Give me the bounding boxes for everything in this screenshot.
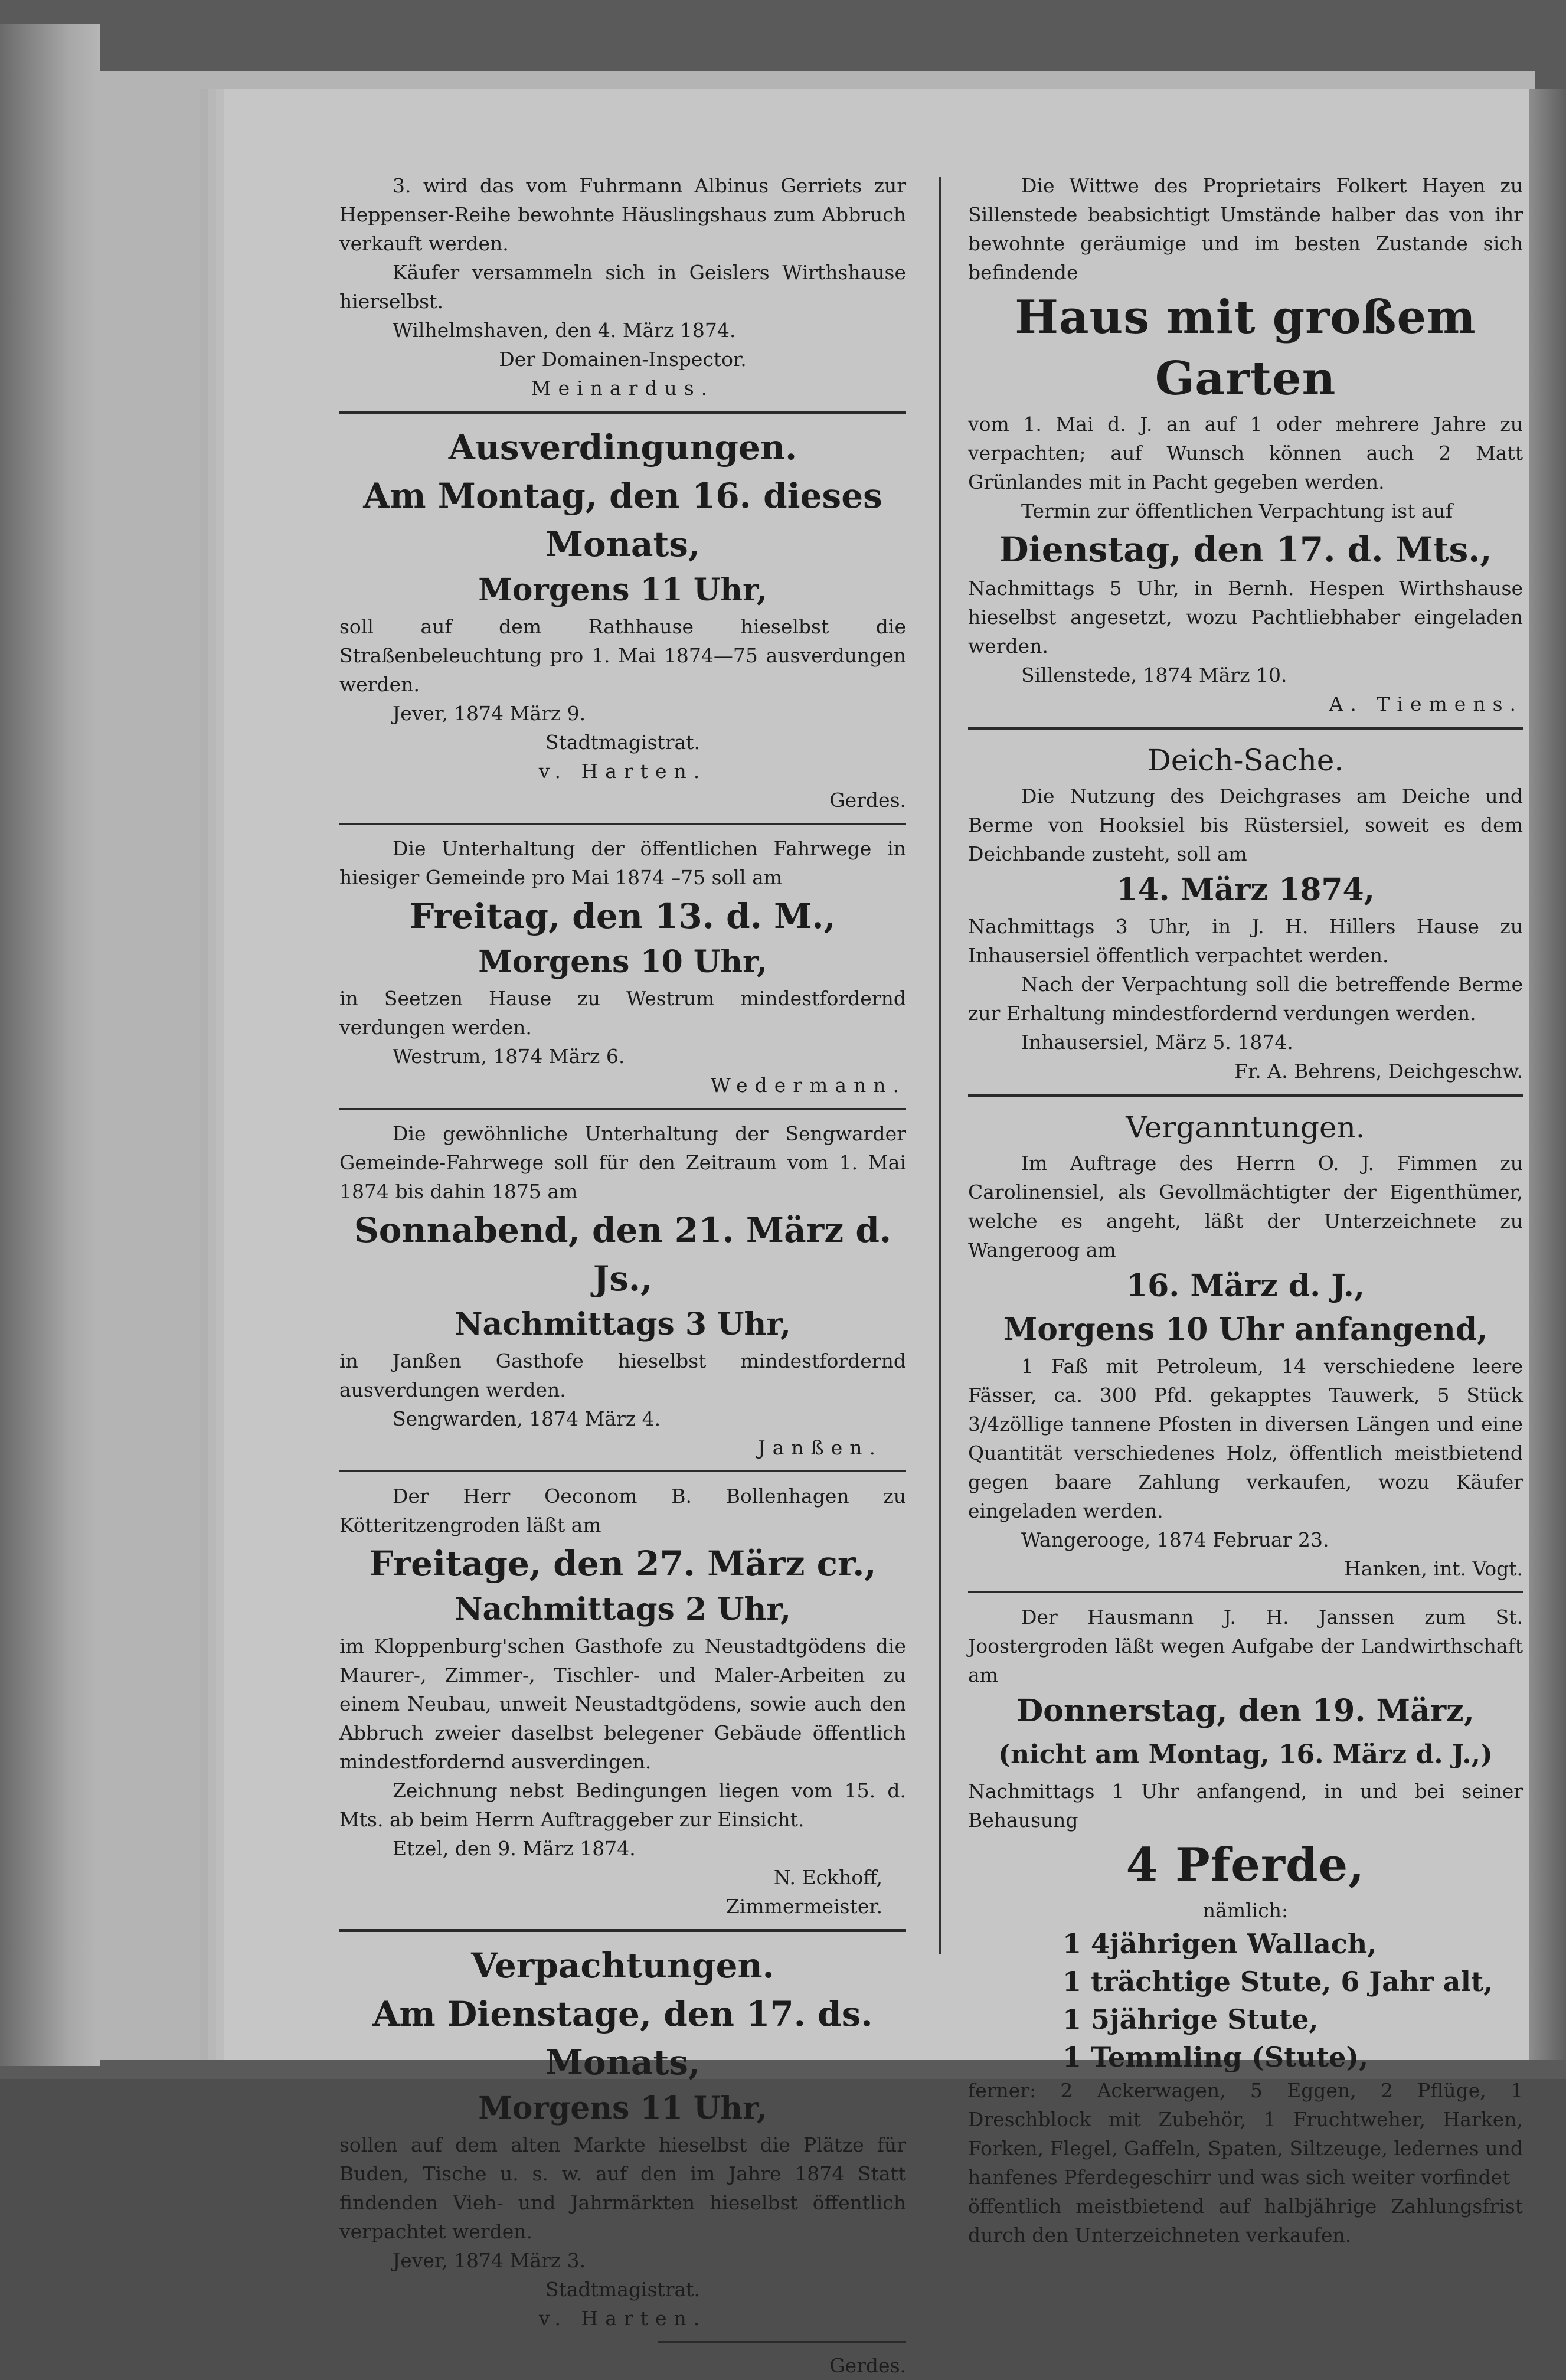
section-heading: Ausverdingungen. [448,427,797,468]
rule [339,1470,906,1472]
notice-time-line: Morgens 11 Uhr, [478,572,767,608]
rule [339,1929,906,1932]
notice-signature: v. Harten. [538,2307,707,2330]
notice-date-line: Am Montag, den 16. dieses Monats, [363,476,882,564]
notice-text: Im Auftrage des Herrn O. J. Fimmen zu Carolinensiel, als Gevollmächtigter der Eigenthümer, welche es angeht, läßt der Unterzeichnete zu Wangeroog am [968,1152,1523,1261]
notice-date-line: 14. März 1874, [1116,872,1375,908]
notice-ausverdingungen [339,423,906,815]
notice-signature: Fr. A. Behrens, Deichgeschw. [1234,1060,1523,1083]
notice-text: Nachmittags 3 Uhr, in J. H. Hillers Hause zu Inhausersiel öffentlich verpachtet werden. [968,915,1523,967]
notice-text: Der Hausmann J. H. Janssen zum St. Joostergroden läßt wegen Aufgabe der Landwirthschaft am [968,1606,1523,1686]
notice-heppenser [339,171,906,403]
notice-date-line: Dienstag, den 17. d. Mts., [999,529,1492,570]
notice-time-line: Morgens 10 Uhr, [478,944,767,980]
notice-text: Die Unterhaltung der öffentlichen Fahrwege in hiesiger Gemeinde pro Mai 1874 –75 soll am [339,837,906,889]
notice-text: Die Wittwe des Proprietairs Folkert Hayen zu Sillenstede beabsichtigt Umstände halber das von ihr bewohnte geräumige und im besten Zustande sich befindende [968,174,1523,284]
notice-authority: Der Domainen-Inspector. [499,348,747,371]
notice-bollenhagen [339,1482,906,1921]
notice-place-date: Etzel, den 9. März 1874. [393,1837,636,1860]
notice-authority: Stadtmagistrat. [545,2278,700,2301]
notice-headline: 4 Pferde, [1126,1838,1365,1892]
notice-authority: Stadtmagistrat. [545,731,700,754]
notice-hayen [968,171,1523,718]
notice-text: in Seetzen Hause zu Westrum mindestfordernd verdungen werden. [339,987,906,1039]
notice-time-line: Morgens 11 Uhr, [478,2090,767,2126]
notice-text: Käufer versammeln sich in Geislers Wirthshause hierselbst. [339,261,906,313]
notice-date-line: Freitage, den 27. März cr., [369,1544,877,1584]
notice-signature: Hanken, int. Vogt. [1343,1557,1523,1580]
notice-date-line: Sonnabend, den 21. März d. Js., [354,1210,892,1299]
notice-text: soll auf dem Rathhause hieselbst die Straßenbeleuchtung pro 1. Mai 1874—75 ausverdungen werden. [339,615,906,696]
notice-text: Termin zur öffentlichen Verpachtung ist auf [1021,499,1453,522]
notice-text: Die Nutzung des Deichgrases am Deiche und Berme von Hooksiel bis Rüstersiel, soweit es dem Deichbande zusteht, soll am [968,784,1523,865]
notice-text: öffentlich meistbietend auf halbjährige Zahlungsfrist durch den Unterzeichneten verkaufen. [968,2195,1523,2247]
section-heading: Verganntungen. [1126,1110,1365,1145]
notice-text: Zeichnung nebst Bedingungen liegen vom 15. d. Mts. ab beim Herrn Auftraggeber zur Einsicht. [339,1779,906,1831]
notice-date-line: 16. März d. J., [1126,1268,1365,1304]
notice-signature: A. Tiemens. [1329,692,1523,715]
notice-text: Der Herr Oeconom B. Bollenhagen zu Kötteritzengroden läßt am [339,1485,906,1536]
notice-place-date: Westrum, 1874 März 6. [393,1045,625,1068]
notice-time-line: Morgens 10 Uhr anfangend, [1003,1312,1488,1348]
notice-verganntungen [968,1106,1523,1583]
rule [968,727,1523,730]
notice-text: Die gewöhnliche Unterhaltung der Sengwarder Gemeinde-Fahrwege soll für den Zeitraum vom 1. Mai 1874 bis dahin 1875 am [339,1122,906,1203]
horse-list [968,1925,1523,2076]
section-heading: Verpachtungen. [471,1946,774,1986]
notice-westrum [339,834,906,1100]
notice-headline: Haus mit großem Garten [1015,290,1476,406]
notice-signature: Janßen. [757,1436,882,1459]
rule [339,823,906,825]
list-item: 1 4jährigen Wallach, [1062,1928,1377,1960]
notice-date-note: (nicht am Montag, 16. März d. J.,) [998,1740,1493,1770]
list-item: 1 Temmling (Stute), [1062,2041,1369,2073]
rule [339,1108,906,1110]
notice-signature-title: Zimmermeister. [725,1895,882,1918]
notice-time-line: Nachmittags 2 Uhr, [454,1591,792,1627]
notice-place-date: Wilhelmshaven, den 4. März 1874. [393,319,736,342]
list-item: 1 trächtige Stute, 6 Jahr alt, [1062,1966,1493,1998]
notice-signature: v. Harten. [538,760,707,783]
right-column [968,171,1523,2250]
list-item: 1 5jährige Stute, [1062,2003,1319,2035]
notice-signature: Wedermann. [710,1074,906,1097]
notice-text: 1 Faß mit Petroleum, 14 verschiedene leere Fässer, ca. 300 Pfd. gekapptes Tauwerk, 5 Stück 3/4zöllige tannene Pfosten in diversen Längen und eine Quantität verschiedenes Holz, öffentlich meistbietend gegen baare Zahlung verkaufen, wozu Käufer eingeladen werden. [968,1355,1523,1522]
notice-text: ferner: 2 Ackerwagen, 5 Eggen, 2 Pflüge, 1 Dreschblock mit Zubehör, 1 Fruchtweher, Harken, Forken, Flegel, Gaffeln, Spaten, Siltzeuge, ledernes und hanfenes Pferdegeschirr und was sich weiter vorfindet [968,2079,1523,2189]
notice-place-date: Sengwarden, 1874 März 4. [393,1407,661,1430]
notice-place-date: Jever, 1874 März 9. [393,702,586,725]
notice-text: im Kloppenburg'schen Gasthofe zu Neustadtgödens die Maurer-, Zimmer-, Tischler- und Maler-Arbeiten zu einem Neubau, unweit Neustadtgödens, sowie auch den Abbruch zweier daselbst belegener Gebäude öffentlich mindestfordernd ausverdingen. [339,1634,906,1773]
notice-namely: nämlich: [1202,1899,1289,1922]
notice-text: Nachmittags 1 Uhr anfangend, in und bei seiner Behausung [968,1780,1523,1832]
notice-time-line: Nachmittags 3 Uhr, [454,1306,792,1342]
column-divider [939,177,941,1954]
notice-place-date: Inhausersiel, März 5. 1874. [1021,1031,1293,1054]
notice-text: Nach der Verpachtung soll die betreffende Berme zur Erhaltung mindestfordernd verdungen werden. [968,973,1523,1025]
notice-date-line: Donnerstag, den 19. März, [1016,1693,1475,1729]
section-heading: Deich-Sache. [1147,743,1344,777]
notice-signature: Gerdes. [829,789,906,812]
rule [339,411,906,414]
notice-janssen [968,1603,1523,2250]
left-column [339,171,906,2380]
notice-text: Nachmittags 5 Uhr, in Bernh. Hespen Wirthshause hieselbst angesetzt, wozu Pachtliebhaber eingeladen werden. [968,577,1523,658]
notice-signature: N. Eckhoff, [773,1866,882,1889]
notice-sengwarden [339,1119,906,1462]
notice-place-date: Wangerooge, 1874 Februar 23. [1021,1528,1329,1551]
rule [968,1094,1523,1097]
notice-deich-sache [968,739,1523,1086]
notice-signature: Gerdes. [829,2354,906,2377]
notice-verpachtungen [339,1941,906,2380]
notice-text: 3. wird das vom Fuhrmann Albinus Gerriets zur Heppenser-Reihe bewohnte Häuslingshaus zum Abbruch verkauft werden. [339,174,906,255]
notice-signature: Meinardus. [531,377,715,400]
notice-place-date: Sillenstede, 1874 März 10. [1021,663,1287,686]
notice-place-date: Jever, 1874 März 3. [393,2249,586,2272]
notice-date-line: Freitag, den 13. d. M., [410,896,836,936]
book-spine [0,24,100,2066]
rule [968,1591,1523,1593]
page-edge [1529,89,1566,2060]
rule [658,2341,906,2343]
notice-text: vom 1. Mai d. J. an auf 1 oder mehrere Jahre zu verpachten; auf Wunsch können auch 2 Matt Grünlandes mit in Pacht gegeben werden. [968,413,1523,493]
notice-date-line: Am Dienstage, den 17. ds. Monats, [372,1994,873,2082]
notice-text: in Janßen Gasthofe hieselbst mindestfordernd ausverdungen werden. [339,1349,906,1401]
notice-text: sollen auf dem alten Markte hieselbst die Plätze für Buden, Tische u. s. w. auf den im Jahre 1874 Statt findenden Vieh- und Jahrmärkten hieselbst öffentlich verpachtet werden. [339,2133,906,2243]
